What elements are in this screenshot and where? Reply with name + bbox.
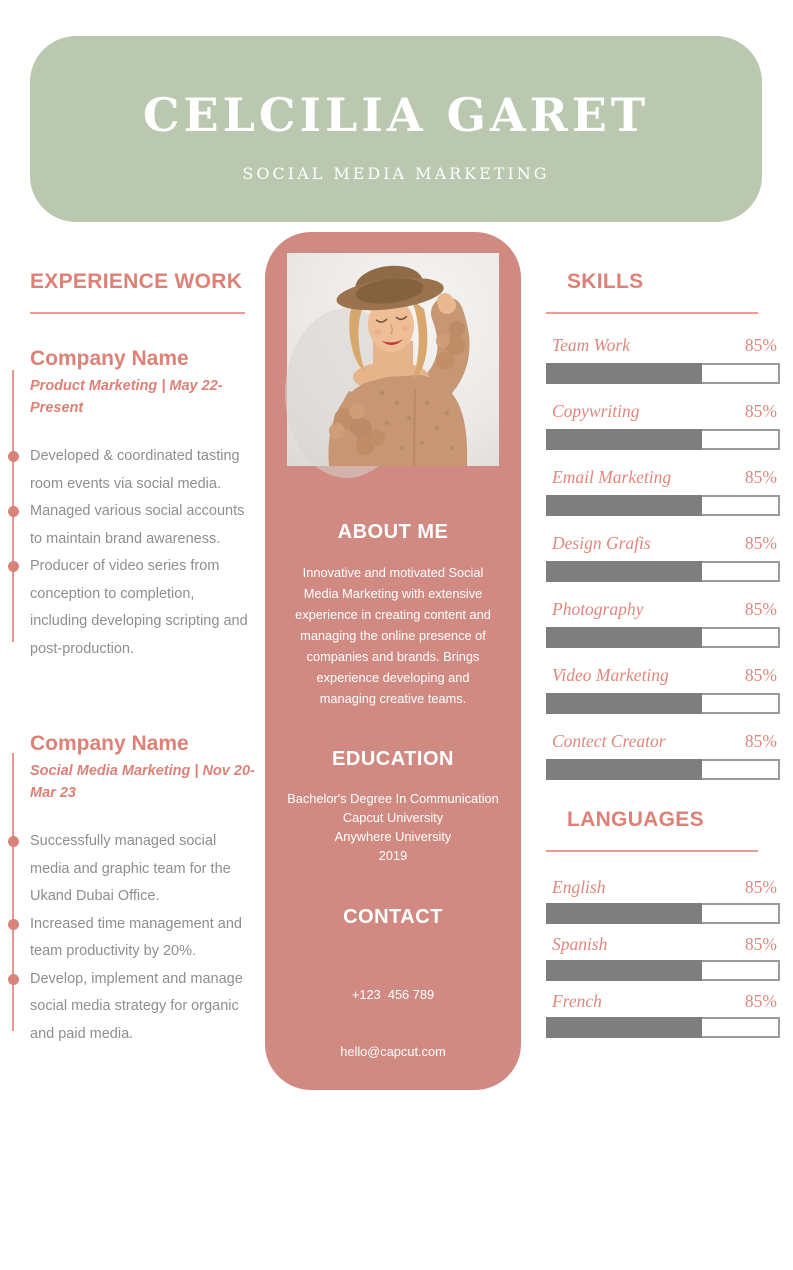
- language-bar-fill: [546, 1017, 702, 1038]
- about-text: Innovative and motivated Social Media Marketing with extensive experience in creating content and managing the online presence of companies and brands. Brings experience developing and managing creative teams.: [295, 565, 491, 706]
- language-bar: [546, 1017, 780, 1038]
- portrait-illustration: [287, 253, 499, 466]
- skill-bar: [546, 561, 780, 582]
- job-bullet: Successfully managed social media and graphic team for the Ukand Dubai Office.: [30, 828, 248, 911]
- company-name: Company Name: [30, 347, 189, 370]
- skill-bar: [546, 429, 780, 450]
- language-label: Spanish: [552, 934, 608, 954]
- education-details: [265, 789, 521, 865]
- job-bullet: Managed various social accounts to maintain brand awareness.: [30, 498, 248, 553]
- contact-heading: CONTACT: [343, 906, 443, 928]
- language-value: 85%: [744, 934, 777, 954]
- language-bar: [546, 960, 780, 981]
- language-item: [546, 876, 780, 924]
- company-name: Company Name: [30, 732, 189, 755]
- skill-item: [546, 532, 780, 582]
- skill-label: Video Marketing: [552, 665, 669, 685]
- skill-bar: [546, 363, 780, 384]
- language-item: [546, 933, 780, 981]
- header-banner: [30, 36, 762, 222]
- contact-details: [265, 947, 521, 1270]
- education-year: 2019: [378, 848, 408, 863]
- skill-bar-fill: [546, 693, 702, 714]
- language-item: [546, 990, 780, 1038]
- skill-bar-fill: [546, 429, 702, 450]
- job-bullet: Develop, implement and manage social media strategy for organic and paid media.: [30, 966, 248, 1049]
- skill-value: 85%: [744, 665, 777, 685]
- skill-value: 85%: [744, 731, 777, 751]
- skill-value: 85%: [744, 533, 777, 553]
- skill-item: [546, 730, 780, 780]
- skills-heading: SKILLS: [567, 270, 644, 293]
- skill-item: [546, 598, 780, 648]
- language-bar-fill: [546, 903, 702, 924]
- languages-divider: [546, 850, 758, 852]
- language-value: 85%: [744, 991, 777, 1011]
- person-title: SOCIAL MEDIA MARKETING: [242, 164, 550, 183]
- job-bullet-list: [30, 828, 248, 1048]
- skill-label: Photography: [552, 599, 644, 619]
- skill-label: Team Work: [552, 335, 630, 355]
- contact-address-line2: Anywhere City, ST 1234: [324, 1215, 462, 1230]
- skill-value: 85%: [744, 335, 777, 355]
- skill-value: 85%: [744, 467, 777, 487]
- languages-heading: LANGUAGES: [567, 808, 704, 831]
- job-meta: Social Media Marketing | Nov 20-Mar 23: [30, 763, 255, 801]
- job-meta: Product Marketing | May 22-Present: [30, 378, 223, 416]
- skill-bar-fill: [546, 627, 702, 648]
- skill-bar: [546, 693, 780, 714]
- experience-heading: EXPERIENCE WORK: [30, 270, 243, 293]
- job-bullet: Producer of video series from conception to completion, including developing scripting and post-production.: [30, 553, 248, 663]
- skills-divider: [546, 312, 758, 314]
- contact-email: hello@capcut.com: [340, 1044, 446, 1059]
- contact-phone: +123 456 789: [351, 987, 435, 1002]
- skill-bar-fill: [546, 363, 702, 384]
- skill-label: Email Marketing: [552, 467, 672, 487]
- skill-item: [546, 334, 780, 384]
- contact-handle: @capcut: [367, 1101, 419, 1116]
- skill-bar: [546, 627, 780, 648]
- about-heading: ABOUT ME: [337, 521, 449, 543]
- experience-section: [12, 270, 255, 1048]
- skills-list: [546, 334, 780, 780]
- job-bullet-list: [30, 443, 248, 663]
- education-degree: Bachelor's Degree In Communication: [287, 791, 499, 806]
- language-bar: [546, 903, 780, 924]
- skill-label: Design Grafis: [552, 533, 651, 553]
- education-school: Capcut University: [342, 810, 444, 825]
- job-entry-2: [12, 731, 255, 1048]
- language-bar-fill: [546, 960, 702, 981]
- skill-label: Contect Creator: [552, 731, 666, 751]
- skill-bar-fill: [546, 561, 702, 582]
- education-heading: EDUCATION: [332, 748, 454, 770]
- languages-list: [546, 876, 780, 1038]
- education-school: Anywhere University: [334, 829, 452, 844]
- language-label: French: [552, 991, 602, 1011]
- job-entry-1: [12, 346, 255, 663]
- skill-label: Copywriting: [552, 401, 640, 421]
- profile-photo: [287, 253, 499, 466]
- language-value: 85%: [744, 877, 777, 897]
- skill-bar-fill: [546, 495, 702, 516]
- skill-item: [546, 400, 780, 450]
- skill-value: 85%: [744, 401, 777, 421]
- skill-bar-fill: [546, 759, 702, 780]
- skill-bar: [546, 759, 780, 780]
- contact-address-line1: 123 Anywhere St.,: [341, 1158, 445, 1173]
- skills-section: [546, 270, 780, 1047]
- job-bullet: Increased time management and team productivity by 20%.: [30, 911, 248, 966]
- language-label: English: [552, 877, 606, 897]
- skill-value: 85%: [744, 599, 777, 619]
- experience-divider: [30, 312, 245, 314]
- profile-panel: [265, 232, 521, 1230]
- person-name: CELCILIA GARET: [142, 88, 650, 142]
- skill-item: [546, 466, 780, 516]
- skill-item: [546, 664, 780, 714]
- job-bullet: Developed & coordinated tasting room events via social media.: [30, 443, 248, 498]
- timeline-line: [12, 753, 14, 1031]
- skill-bar: [546, 495, 780, 516]
